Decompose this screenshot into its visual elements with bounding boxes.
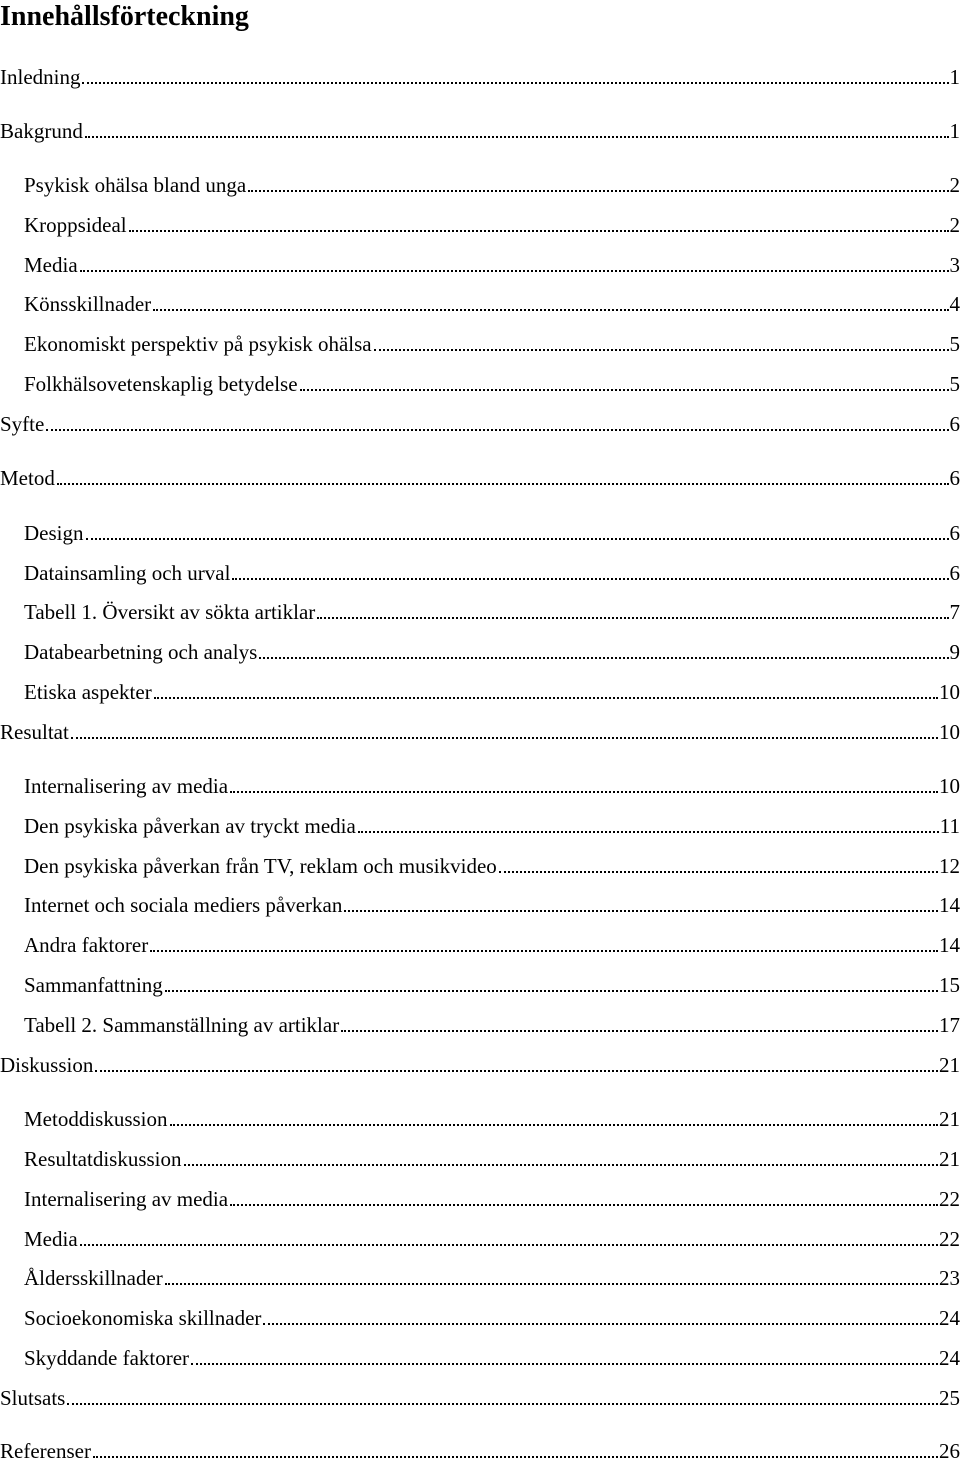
toc-entry-design[interactable] xyxy=(24,518,960,546)
toc-entry-label: Tabell 2. Sammanställning av artiklar xyxy=(24,1013,340,1037)
dot-leader xyxy=(57,479,949,485)
dot-leader xyxy=(341,1026,938,1032)
toc-entry-page: 17 xyxy=(939,1013,960,1037)
toc-entry-label: Slutsats xyxy=(0,1386,66,1410)
toc-entry-page: 14 xyxy=(939,933,960,957)
dot-leader xyxy=(232,574,948,580)
toc-entry-label: Ekonomiskt perspektiv på psykisk ohälsa xyxy=(24,332,372,356)
toc-entry-label: Andra faktorer xyxy=(24,933,149,957)
dot-leader xyxy=(344,906,938,912)
toc-entry-ekonomiskt-perspektiv[interactable] xyxy=(24,329,960,357)
toc-entry-label: Bakgrund xyxy=(0,119,83,143)
toc-entry-page: 3 xyxy=(949,253,960,277)
toc-entry-psykisk-ohalsa[interactable] xyxy=(24,170,960,198)
toc-entry-etiska-aspekter[interactable] xyxy=(24,677,960,705)
toc-entry-page: 1 xyxy=(949,119,960,143)
toc-entry-label: Tabell 1. Översikt av sökta artiklar xyxy=(24,600,316,624)
toc-entry-label: Skyddande faktorer xyxy=(24,1346,190,1370)
dot-leader xyxy=(230,787,938,793)
toc-entry-label: Referenser xyxy=(0,1439,91,1463)
toc-entry-label: Socioekonomiska skillnader xyxy=(24,1306,262,1330)
toc-entry-syfte[interactable] xyxy=(0,409,960,437)
toc-title: Innehållsförteckning xyxy=(0,1,249,32)
toc-entry-page: 4 xyxy=(949,292,960,316)
toc-entry-page: 21 xyxy=(939,1053,960,1077)
toc-entry-label: Resultat xyxy=(0,720,69,744)
dot-leader xyxy=(86,534,949,540)
toc-entry-andra-faktorer[interactable] xyxy=(24,930,960,958)
toc-entry-label: Metod xyxy=(0,466,55,490)
toc-entry-page: 12 xyxy=(939,854,960,878)
dot-leader xyxy=(300,385,949,391)
dot-leader xyxy=(358,827,939,833)
toc-entry-page: 9 xyxy=(949,640,960,664)
dot-leader xyxy=(184,1160,938,1166)
dot-leader xyxy=(80,266,949,272)
toc-entry-skyddande-faktorer[interactable] xyxy=(24,1343,960,1371)
toc-entry-label: Media xyxy=(24,253,78,277)
toc-entry-label: Internalisering av media xyxy=(24,774,229,798)
toc-entry-label: Inledning xyxy=(0,65,81,89)
toc-entry-label: Media xyxy=(24,1227,78,1251)
toc-entry-slutsats[interactable] xyxy=(0,1383,960,1411)
toc-entry-page: 24 xyxy=(939,1306,960,1330)
toc-entry-page: 6 xyxy=(949,521,960,545)
dot-leader xyxy=(95,1066,938,1072)
toc-entry-page: 25 xyxy=(939,1386,960,1410)
dot-leader xyxy=(150,946,938,952)
dot-leader xyxy=(85,132,949,138)
toc-entry-page: 10 xyxy=(939,774,960,798)
dot-leader xyxy=(259,653,948,659)
toc-entry-page: 14 xyxy=(939,893,960,917)
toc-entry-label: Resultatdiskussion xyxy=(24,1147,182,1171)
dot-leader xyxy=(82,78,948,84)
toc-entry-kroppsideal[interactable] xyxy=(24,210,960,238)
toc-entry-aldersskillnader[interactable] xyxy=(24,1263,960,1291)
toc-entry-internalisering-2[interactable] xyxy=(24,1184,960,1212)
toc-entry-page: 6 xyxy=(949,412,960,436)
toc-entry-page: 5 xyxy=(949,332,960,356)
dot-leader xyxy=(165,1279,938,1285)
toc-entry-tabell-2[interactable] xyxy=(24,1010,960,1038)
toc-entry-label: Folkhälsovetenskaplig betydelse xyxy=(24,372,298,396)
toc-entry-diskussion[interactable] xyxy=(0,1050,960,1078)
toc-entry-label: Psykisk ohälsa bland unga xyxy=(24,173,247,197)
toc-entry-tabell-1[interactable] xyxy=(24,597,960,625)
toc-entry-label: Design xyxy=(24,521,84,545)
toc-entry-page: 21 xyxy=(939,1107,960,1131)
toc-entry-page: 6 xyxy=(949,466,960,490)
toc-entry-label: Internet och sociala mediers påverkan xyxy=(24,893,343,917)
dot-leader xyxy=(153,305,948,311)
toc-entry-page: 2 xyxy=(949,213,960,237)
toc-entry-page: 23 xyxy=(939,1266,960,1290)
toc-entry-label: Åldersskillnader xyxy=(24,1266,163,1290)
toc-entry-page: 15 xyxy=(939,973,960,997)
toc-entry-socioekonomiska[interactable] xyxy=(24,1303,960,1331)
toc-entry-folkhalsovetenskaplig[interactable] xyxy=(24,369,960,397)
toc-entry-page: 22 xyxy=(939,1227,960,1251)
dot-leader xyxy=(170,1120,938,1126)
toc-entry-datainsamling[interactable] xyxy=(24,558,960,586)
dot-leader xyxy=(230,1200,938,1206)
toc-entry-label: Datainsamling och urval xyxy=(24,561,231,585)
toc-entry-label: Databearbetning och analys xyxy=(24,640,258,664)
toc-entry-page: 11 xyxy=(939,814,960,838)
dot-leader xyxy=(317,613,948,619)
toc-entry-page: 26 xyxy=(939,1439,960,1463)
toc-entry-konsskillnader[interactable] xyxy=(24,289,960,317)
toc-entry-label: Etiska aspekter xyxy=(24,680,152,704)
toc-entry-media[interactable] xyxy=(24,250,960,278)
toc-entry-page: 10 xyxy=(939,680,960,704)
toc-entry-internalisering-1[interactable] xyxy=(24,771,960,799)
dot-leader xyxy=(71,733,938,739)
toc-entry-label: Den psykiska påverkan av tryckt media xyxy=(24,814,356,838)
toc-entry-label: Syfte xyxy=(0,412,45,436)
dot-leader xyxy=(154,693,938,699)
dot-leader xyxy=(165,986,938,992)
toc-entry-label: Sammanfattning xyxy=(24,973,163,997)
toc-entry-media-2[interactable] xyxy=(24,1224,960,1252)
toc-entry-bakgrund[interactable] xyxy=(0,116,960,144)
dot-leader xyxy=(129,226,949,232)
dot-leader xyxy=(191,1359,938,1365)
toc-entry-tv-reklam[interactable] xyxy=(24,851,960,879)
toc-entry-page: 6 xyxy=(949,561,960,585)
toc-entry-label: Diskussion xyxy=(0,1053,94,1077)
toc-entry-page: 21 xyxy=(939,1147,960,1171)
toc-entry-label: Metoddiskussion xyxy=(24,1107,168,1131)
toc-entry-label: Den psykiska påverkan från TV, reklam och musikvideo xyxy=(24,854,497,878)
toc-entry-page: 22 xyxy=(939,1187,960,1211)
dot-leader xyxy=(499,867,938,873)
toc-entry-internet-sociala-medier[interactable] xyxy=(24,890,960,918)
toc-entry-resultat[interactable] xyxy=(0,717,960,745)
toc-entry-page: 24 xyxy=(939,1346,960,1370)
toc-entry-label: Kroppsideal xyxy=(24,213,127,237)
toc-entry-referenser[interactable] xyxy=(0,1436,960,1464)
dot-leader xyxy=(80,1240,938,1246)
toc-entry-page: 1 xyxy=(949,65,960,89)
toc-entry-page: 5 xyxy=(949,372,960,396)
toc-entry-sammanfattning[interactable] xyxy=(24,970,960,998)
toc-entry-resultatdiskussion[interactable] xyxy=(24,1144,960,1172)
dot-leader xyxy=(46,425,948,431)
dot-leader xyxy=(374,345,949,351)
toc-entry-metoddiskussion[interactable] xyxy=(24,1104,960,1132)
dot-leader xyxy=(67,1399,938,1405)
toc-entry-tryckt-media[interactable] xyxy=(24,811,960,839)
dot-leader xyxy=(263,1319,938,1325)
toc-entry-page: 7 xyxy=(949,600,960,624)
toc-entry-inledning[interactable] xyxy=(0,62,960,90)
dot-leader xyxy=(93,1452,938,1458)
toc-entry-label: Internalisering av media xyxy=(24,1187,229,1211)
toc-entry-label: Könsskillnader xyxy=(24,292,152,316)
toc-entry-metod[interactable] xyxy=(0,463,960,491)
dot-leader xyxy=(248,186,948,192)
toc-entry-page: 2 xyxy=(949,173,960,197)
toc-entry-page: 10 xyxy=(939,720,960,744)
toc-entry-databearbetning[interactable] xyxy=(24,637,960,665)
